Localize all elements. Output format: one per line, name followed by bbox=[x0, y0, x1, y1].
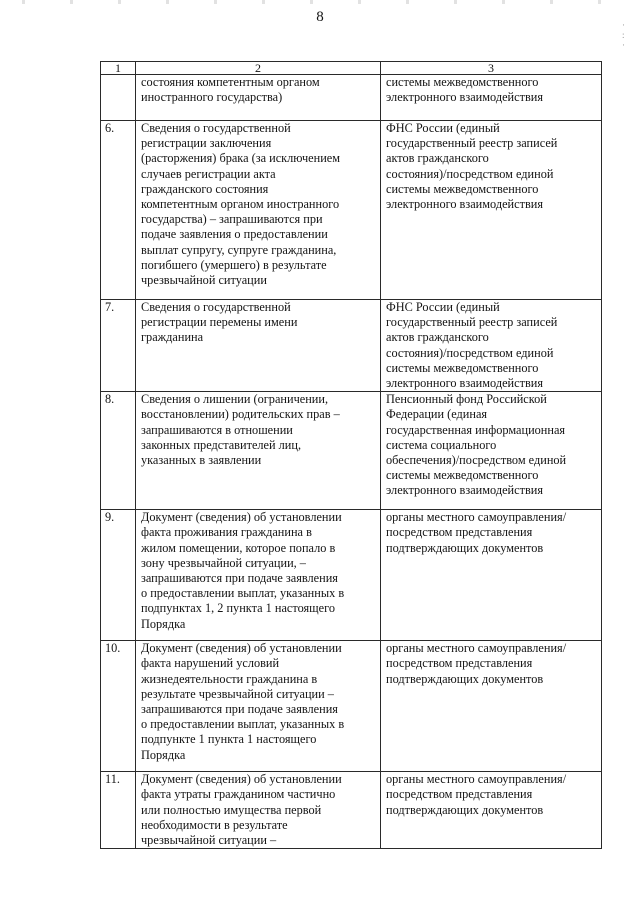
row-source: ФНС России (единый государственный реестр записей актов гражданского состояния)/посредством единой системы межведомственного электронного взаимодействия bbox=[381, 121, 602, 300]
row-source: Пенсионный фонд Российской Федерации (единая государственная информационная система социального обеспечения)/посредством единой системы межведомственного электронного взаимодействия bbox=[381, 392, 602, 510]
row-document: Документ (сведения) об установлении факта проживания гражданина в жилом помещении, которое попало в зону чрезвычайной ситуации, – запрашиваются при подаче заявления о предоставлении выплат, указанных в подпунктах 1, 2 пункта 1 настоящего Порядка bbox=[136, 510, 381, 641]
header-col-document: 2 bbox=[136, 62, 381, 75]
row-source: системы межведомственного электронного взаимодействия bbox=[381, 75, 602, 121]
row-number: 8. bbox=[101, 392, 136, 510]
row-document: Сведения о государственной регистрации заключения (расторжения) брака (за исключением случаев регистрации акта гражданского состояния компетентным органом иностранного государства) – запрашиваются при подаче заявления о предоставлении выплат супругу, супруге гражданина, погибшего (умершего) в результате чрезвычайной ситуации bbox=[136, 121, 381, 300]
table-row bbox=[101, 641, 602, 772]
row-document: Сведения о лишении (ограничении, восстановлении) родительских прав – запрашиваются в отношении законных представителей лиц, указанных в заявлении bbox=[136, 392, 381, 510]
table-row bbox=[101, 510, 602, 641]
row-document: Сведения о государственной регистрации перемены имени гражданина bbox=[136, 300, 381, 392]
row-number: 6. bbox=[101, 121, 136, 300]
table-header-row bbox=[101, 62, 602, 75]
table-row bbox=[101, 772, 602, 849]
row-source: органы местного самоуправления/ посредством представления подтверждающих документов bbox=[381, 510, 602, 641]
scan-margin-marks: · : · bbox=[622, 20, 625, 50]
table-row bbox=[101, 75, 602, 121]
documents-table bbox=[100, 61, 602, 849]
row-number: 7. bbox=[101, 300, 136, 392]
row-document: Документ (сведения) об установлении факта нарушений условий жизнедеятельности гражданина в результате чрезвычайной ситуации – запрашиваются при подаче заявления о предоставлении выплат, указанных в подпункте 1 пункта 1 настоящего Порядка bbox=[136, 641, 381, 772]
header-col-number: 1 bbox=[101, 62, 136, 75]
table-row bbox=[101, 300, 602, 392]
row-number: 9. bbox=[101, 510, 136, 641]
row-document: состояния компетентным органом иностранного государства) bbox=[136, 75, 381, 121]
row-number bbox=[101, 75, 136, 121]
row-number: 10. bbox=[101, 641, 136, 772]
row-source: ФНС России (единый государственный реестр записей актов гражданского состояния)/посредством единой системы межведомственного электронного взаимодействия bbox=[381, 300, 602, 392]
page-number: 8 bbox=[316, 9, 324, 25]
table-row bbox=[101, 392, 602, 510]
row-number: 11. bbox=[101, 772, 136, 849]
scan-edge-artifact bbox=[0, 0, 640, 4]
header-col-source: 3 bbox=[381, 62, 602, 75]
row-source: органы местного самоуправления/ посредством представления подтверждающих документов bbox=[381, 641, 602, 772]
row-source: органы местного самоуправления/ посредством представления подтверждающих документов bbox=[381, 772, 602, 849]
table-row bbox=[101, 121, 602, 300]
row-document: Документ (сведения) об установлении факта утраты гражданином частично или полностью имущества первой необходимости в результате чрезвычайной ситуации – bbox=[136, 772, 381, 849]
